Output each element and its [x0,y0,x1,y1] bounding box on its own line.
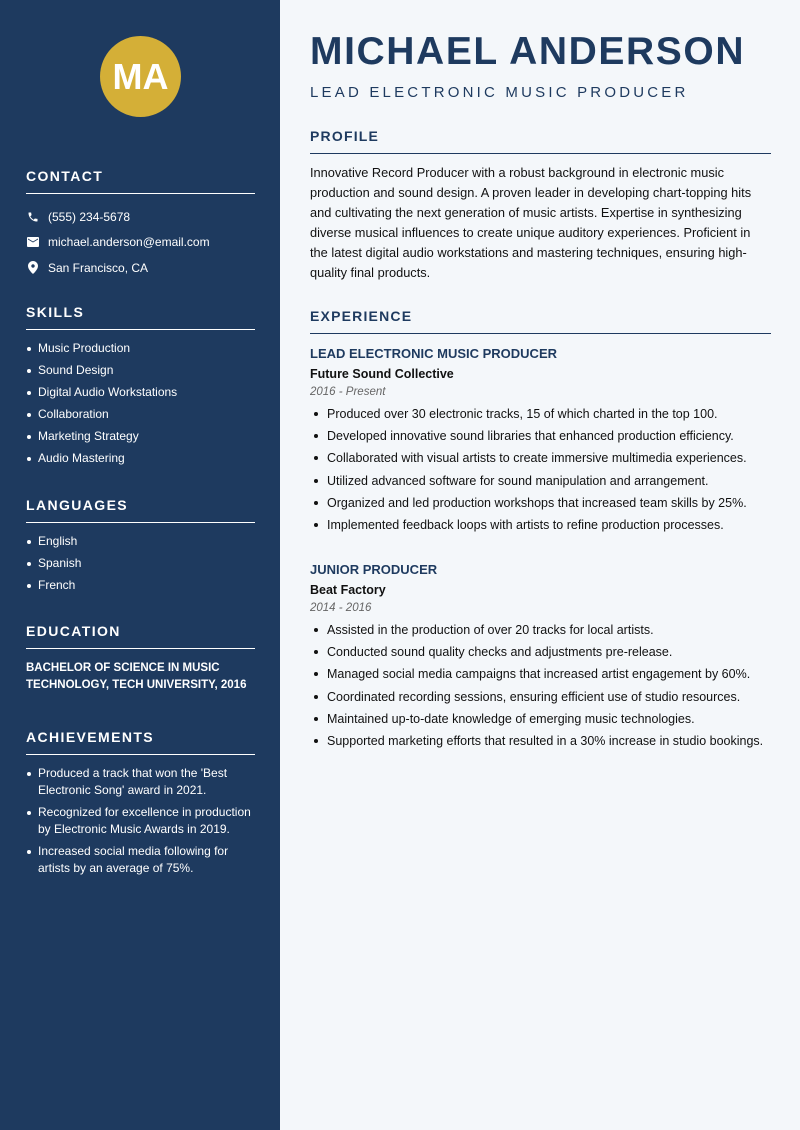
job-bullet: Supported marketing efforts that resulted in a 30% increase in studio bookings. [310,732,771,750]
avatar [100,36,181,117]
achievement-item: Produced a track that won the 'Best Electronic Song' award in 2021. [26,765,255,799]
job-bullet: Assisted in the production of over 20 tracks for local artists. [310,621,771,639]
contact-phone-text: (555) 234-5678 [48,209,131,224]
achievements-heading: ACHIEVEMENTS [26,729,255,755]
profile-heading: PROFILE [310,128,771,154]
experience-heading: EXPERIENCE [310,308,771,334]
job-company: Beat Factory [310,583,386,597]
job-bullet: Conducted sound quality checks and adjustments pre-release. [310,643,771,661]
achievements-list [26,765,255,877]
job-bullet: Coordinated recording sessions, ensuring efficient use of studio resources. [310,688,771,706]
skills-list [26,340,255,467]
achievement-item: Increased social media following for artists by an average of 75%. [26,843,255,877]
job-company: Future Sound Collective [310,367,454,381]
languages-list [26,533,255,594]
avatar-initials: MA [112,55,169,97]
map-pin-icon [26,261,40,275]
skills-section [26,304,255,472]
achievement-item: Recognized for excellence in production by Electronic Music Awards in 2019. [26,804,255,838]
skill-item: Music Production [26,340,255,357]
job-bullet: Organized and led production workshops that increased team skills by 25%. [310,494,771,512]
education-section [26,623,255,694]
language-item: Spanish [26,555,255,572]
skill-item: Marketing Strategy [26,428,255,445]
education-heading: EDUCATION [26,623,255,649]
contact-section [26,168,255,281]
job-entry [310,562,771,754]
job-bullet: Collaborated with visual artists to create immersive multimedia experiences. [310,449,771,467]
contact-phone [26,204,255,230]
job-bullet: Utilized advanced software for sound manipulation and arrangement. [310,472,771,490]
language-item: English [26,533,255,550]
candidate-title: LEAD ELECTRONIC MUSIC PRODUCER [310,84,689,101]
skill-item: Digital Audio Workstations [26,384,255,401]
job-title: JUNIOR PRODUCER [310,562,438,577]
job-bullet: Produced over 30 electronic tracks, 15 of which charted in the top 100. [310,405,771,423]
phone-icon [26,210,40,224]
job-entry [310,346,771,538]
job-bullet: Managed social media campaigns that increased artist engagement by 60%. [310,665,771,683]
job-bullet: Maintained up-to-date knowledge of emerging music technologies. [310,710,771,728]
job-bullet: Developed innovative sound libraries that enhanced production efficiency. [310,427,771,445]
job-bullets [310,621,771,750]
skill-item: Collaboration [26,406,255,423]
candidate-name: MICHAEL ANDERSON [310,30,746,73]
skill-item: Audio Mastering [26,450,255,467]
education-degree: BACHELOR OF SCIENCE IN MUSIC TECHNOLOGY, TECH UNIVERSITY, 2016 [26,662,247,691]
contact-location-text: San Francisco, CA [48,260,149,275]
job-dates: 2014 - 2016 [310,602,372,614]
skill-item: Sound Design [26,362,255,379]
contact-email-text: michael.anderson@email.com [48,235,210,250]
job-title: LEAD ELECTRONIC MUSIC PRODUCER [310,346,558,361]
contact-email [26,230,255,256]
contact-location [26,255,255,281]
profile-text: Innovative Record Producer with a robust background in electronic music production and sound design. A proven leader in developing chart-topping hits and cultivating the next generation of music artists. Expertise in synthesizing diverse musical influences to create unique auditory experiences. Proficient in the latest digital audio workstations and mastering techniques, ensuring high-quality final products. [310,165,752,280]
sidebar [0,0,280,1130]
contact-heading: CONTACT [26,168,255,194]
language-item: French [26,577,255,594]
job-bullets [310,405,771,534]
job-bullet: Implemented feedback loops with artists to refine production processes. [310,516,771,534]
languages-heading: LANGUAGES [26,497,255,523]
envelope-icon [26,235,40,249]
achievements-section [26,729,255,882]
contact-list [26,204,255,281]
languages-section [26,497,255,599]
skills-heading: SKILLS [26,304,255,330]
job-dates: 2016 - Present [310,386,386,398]
